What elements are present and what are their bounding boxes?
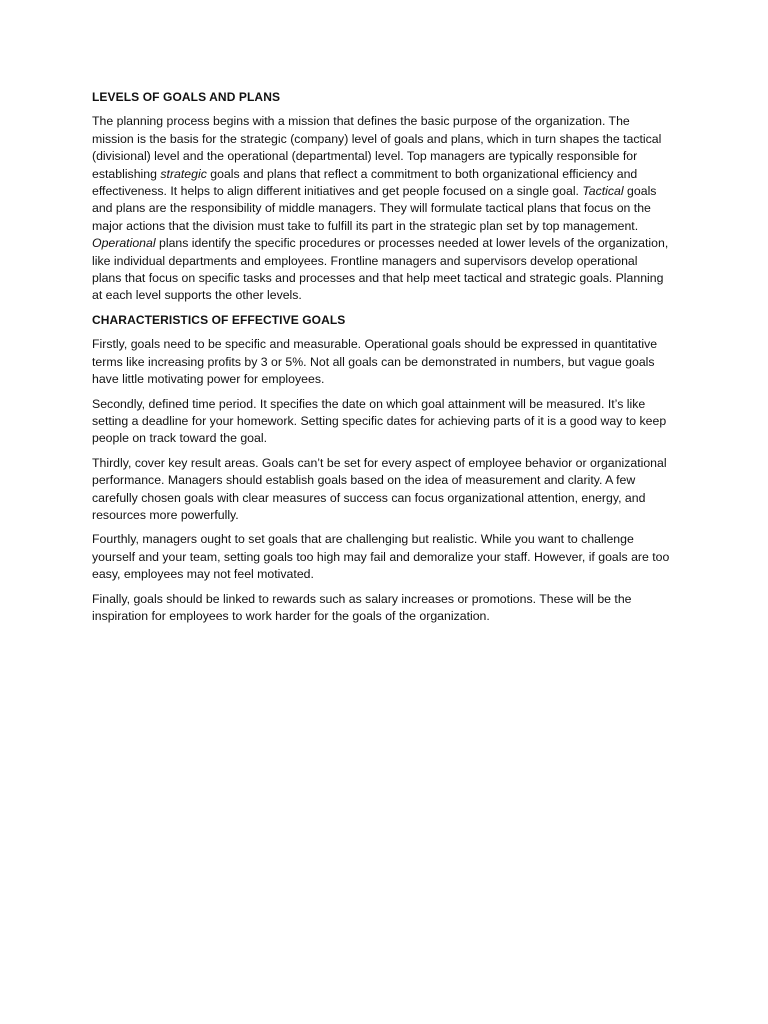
emphasis-operational: Operational [92, 236, 156, 251]
heading-levels-of-goals: LEVELS OF GOALS AND PLANS [92, 90, 281, 104]
paragraph-firstly: Firstly, goals need to be specific and measurable. Operational goals should be expressed in quantitative terms like increasing profits by 3 or 5%. Not all goals can be demonstrated in numbers, but vague goals have little motivating power for employees. [92, 337, 658, 387]
heading-characteristics: CHARACTERISTICS OF EFFECTIVE GOALS [92, 312, 346, 327]
emphasis-strategic: strategic [160, 166, 207, 181]
paragraph-text: plans identify the specific procedures or processes needed at lower levels of the organization, like individual departments and employees. Frontline managers and supervisors develop operational plans that focus on specific tasks and processes and that help meet tactical and strategic goals. Planning at each level supports the other levels. [92, 236, 669, 303]
paragraph-finally: Finally, goals should be linked to rewards such as salary increases or promotions. These will be the inspiration for employees to work harder for the goals of the organization. [92, 591, 632, 623]
emphasis-tactical: Tactical [582, 184, 624, 199]
paragraph-secondly: Secondly, defined time period. It specifies the date on which goal attainment will be measured. It’s like setting a deadline for your homework. Setting specific dates for achieving parts of it is a good way to keep people on track toward the goal. [92, 396, 667, 446]
paragraph-thirdly: Thirdly, cover key result areas. Goals can’t be set for every aspect of employee behavior or organizational performance. Managers should establish goals based on the idea of measurement and clarity. A few carefully chosen goals with clear measures of success can focus organizational attention, energy, and resources more powerfully. [92, 455, 667, 522]
paragraph-fourthly: Fourthly, managers ought to set goals that are challenging but realistic. While you want to challenge yourself and your team, setting goals too high may fail and demoralize your staff. However, if goals are too easy, employees may not feel motivated. [92, 532, 670, 582]
paragraph-text: goals and plans that reflect a commitment to both organizational efficiency and effectiveness. It helps to align different initiatives and get people focused on a single goal. [92, 166, 638, 199]
document-body [92, 89, 670, 632]
paragraph-text: The planning process begins with a mission that defines the basic purpose of the organization. The mission is the basis for the strategic (company) level of goals and plans, which in turn shapes the tactical (divisional) level and the operational (departmental) level. Top managers are typically responsible for establishing [92, 114, 662, 181]
paragraph-text: goals and plans are the responsibility of middle managers. They will formulate tactical plans that focus on the major actions that the division must take to fulfill its part in the strategic plan set by top management. [92, 184, 657, 233]
paragraph-planning-process [92, 113, 670, 304]
